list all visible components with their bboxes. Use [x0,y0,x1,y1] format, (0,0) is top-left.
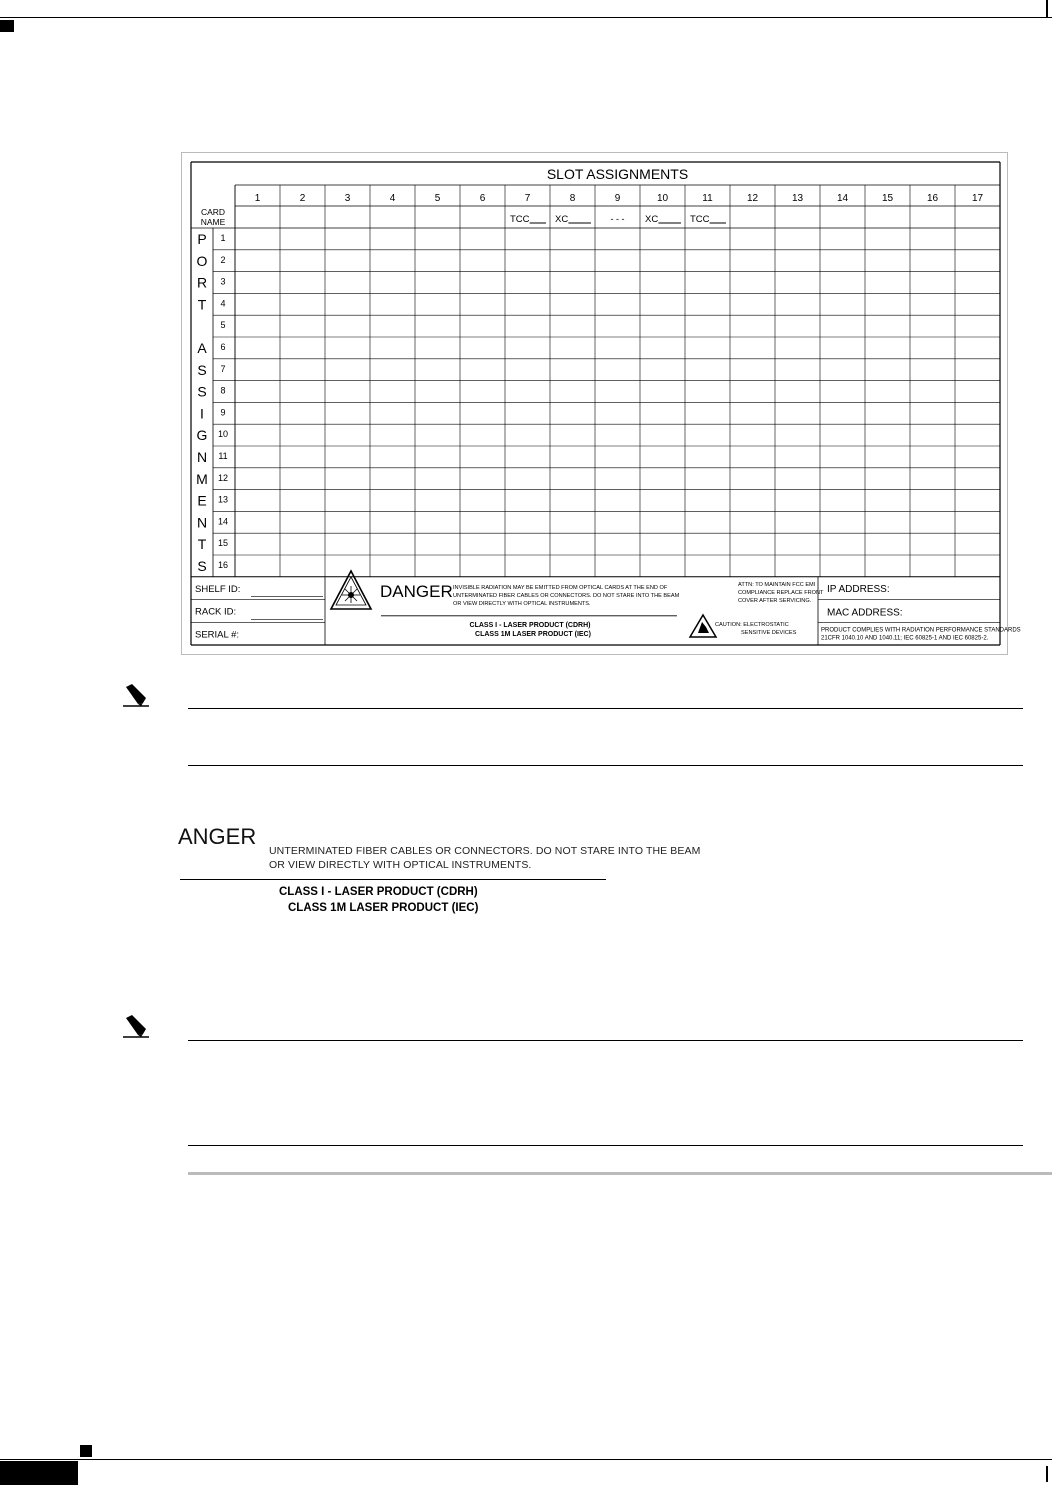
port-number: 10 [217,429,229,440]
port-number: 15 [217,538,229,549]
port-number: 6 [220,342,226,352]
top-header-rule [0,17,1052,18]
fcc-text-line: ATTN: TO MAINTAIN FCC EMI [738,581,816,588]
esd-warning-icon [690,615,716,637]
rack-id-label: RACK ID: [195,606,237,618]
top-right-tick [1046,0,1048,18]
esd-text-line: SENSITIVE DEVICES [741,629,797,636]
port-letter: E [197,492,207,509]
callout-class-1m: CLASS 1M LASER PRODUCT (IEC) [288,902,479,914]
port-letter: N [196,514,208,531]
label-title: SLOT ASSIGNMENTS [546,166,689,182]
port-letter: P [197,231,207,247]
port-letter: T [197,296,207,313]
shelf-id-label: SHELF ID: [195,583,241,595]
slot-header: 8 [569,193,576,204]
ip-address-label: IP ADDRESS: [827,583,890,595]
port-letter: R [196,274,208,291]
fcc-text-line: COVER AFTER SERVICING. [738,597,812,604]
callout-line-2: OR VIEW DIRECTLY WITH OPTICAL INSTRUMENTS. [269,859,532,871]
port-number: 8 [220,385,226,396]
slot-header: 9 [614,193,621,204]
port-number: 5 [220,320,226,331]
mac-address-label: MAC ADDRESS: [827,607,903,619]
port-letter: N [196,449,208,465]
footer-right-tick [1046,1466,1048,1482]
footer-rule [0,1459,1052,1460]
slot-header: 5 [434,193,441,204]
card-name-label: CARD [200,207,226,217]
port-letter: O [196,252,208,269]
class-1-text: CLASS I - LASER PRODUCT (CDRH) [469,621,591,629]
card-name: TCC [690,214,710,225]
slot-header: 2 [299,193,306,204]
slot-header: 11 [702,193,713,204]
port-number: 11 [218,451,228,461]
top-left-marker [0,20,14,32]
card-name: TCC [510,214,530,225]
slot-header: 15 [881,193,894,204]
fcc-text-line: COMPLIANCE REPLACE FRONT [738,589,824,596]
port-letter: S [197,361,207,378]
note-2-bottom-rule [188,1145,1023,1146]
slot-header: 14 [836,193,849,204]
note-2-top-rule [188,1040,1023,1041]
slot-header: 7 [524,193,531,204]
port-letter: T [197,536,207,553]
footer-marker [80,1445,92,1457]
danger-text-line: OR VIEW DIRECTLY WITH OPTICAL INSTRUMENTS. [453,600,591,607]
slot-header: 4 [389,193,396,204]
pencil-icon [121,1014,151,1038]
slot-assignment-label [181,152,1021,655]
section-end-rule [188,1172,1052,1175]
port-letter: M [196,470,208,487]
serial-label: SERIAL #: [195,629,240,641]
port-letter: S [197,558,207,574]
slot-header: 16 [926,193,939,204]
port-letter: A [197,340,207,356]
port-number: 7 [220,363,226,374]
port-number: 13 [217,494,229,505]
compliance-line: PRODUCT COMPLIES WITH RADIATION PERFORMANCE STANDARDS [821,627,1021,634]
port-number: 12 [217,472,229,483]
slot-header: 13 [791,193,804,204]
pencil-icon [121,683,151,707]
class-1m-text: CLASS 1M LASER PRODUCT (IEC) [475,630,591,638]
slot-header: 12 [746,193,759,204]
danger-text-line: INVISIBLE RADIATION MAY BE EMITTED FROM OPTICAL CARDS AT THE END OF [453,584,668,591]
port-number: 2 [220,254,226,265]
note-1-bottom-rule [188,765,1023,766]
card-name: XC [645,214,659,225]
port-letter: G [196,427,208,444]
slot-header: 6 [479,193,486,204]
port-letter: I [200,405,204,422]
slot-header: 17 [971,193,984,204]
card-name: XC [555,214,569,225]
slot-header: 1 [254,193,261,204]
esd-text-line: CAUTION: ELECTROSTATIC [715,621,789,628]
callout-line-1: UNTERMINATED FIBER CABLES OR CONNECTORS. DO NOT STARE INTO THE BEAM [269,845,701,857]
port-letter: S [197,383,207,400]
port-number: 14 [217,516,229,527]
danger-text-line: UNTERMINATED FIBER CABLES OR CONNECTORS. DO NOT STARE INTO THE BEAM [453,592,680,599]
callout-danger-partial: ANGER [178,824,257,849]
callout-class-1: CLASS I - LASER PRODUCT (CDRH) [279,886,478,898]
slot-header: 3 [344,193,351,204]
card-name-label: NAME [200,217,226,227]
port-number: 1 [220,233,226,243]
port-number: 4 [220,298,226,309]
compliance-line: 21CFR 1040.10 AND 1040.11; IEC 60825-1 AND IEC 60825-2. [821,635,989,642]
note-1-top-rule [188,708,1023,709]
port-number: 9 [220,407,226,418]
slot-header: 10 [656,193,669,204]
card-name: - - - [610,214,625,224]
port-number: 16 [217,560,229,570]
danger-heading: DANGER [380,581,453,601]
callout-rule [180,879,606,880]
port-number: 3 [220,276,226,287]
footer-page-tab [0,1461,78,1485]
